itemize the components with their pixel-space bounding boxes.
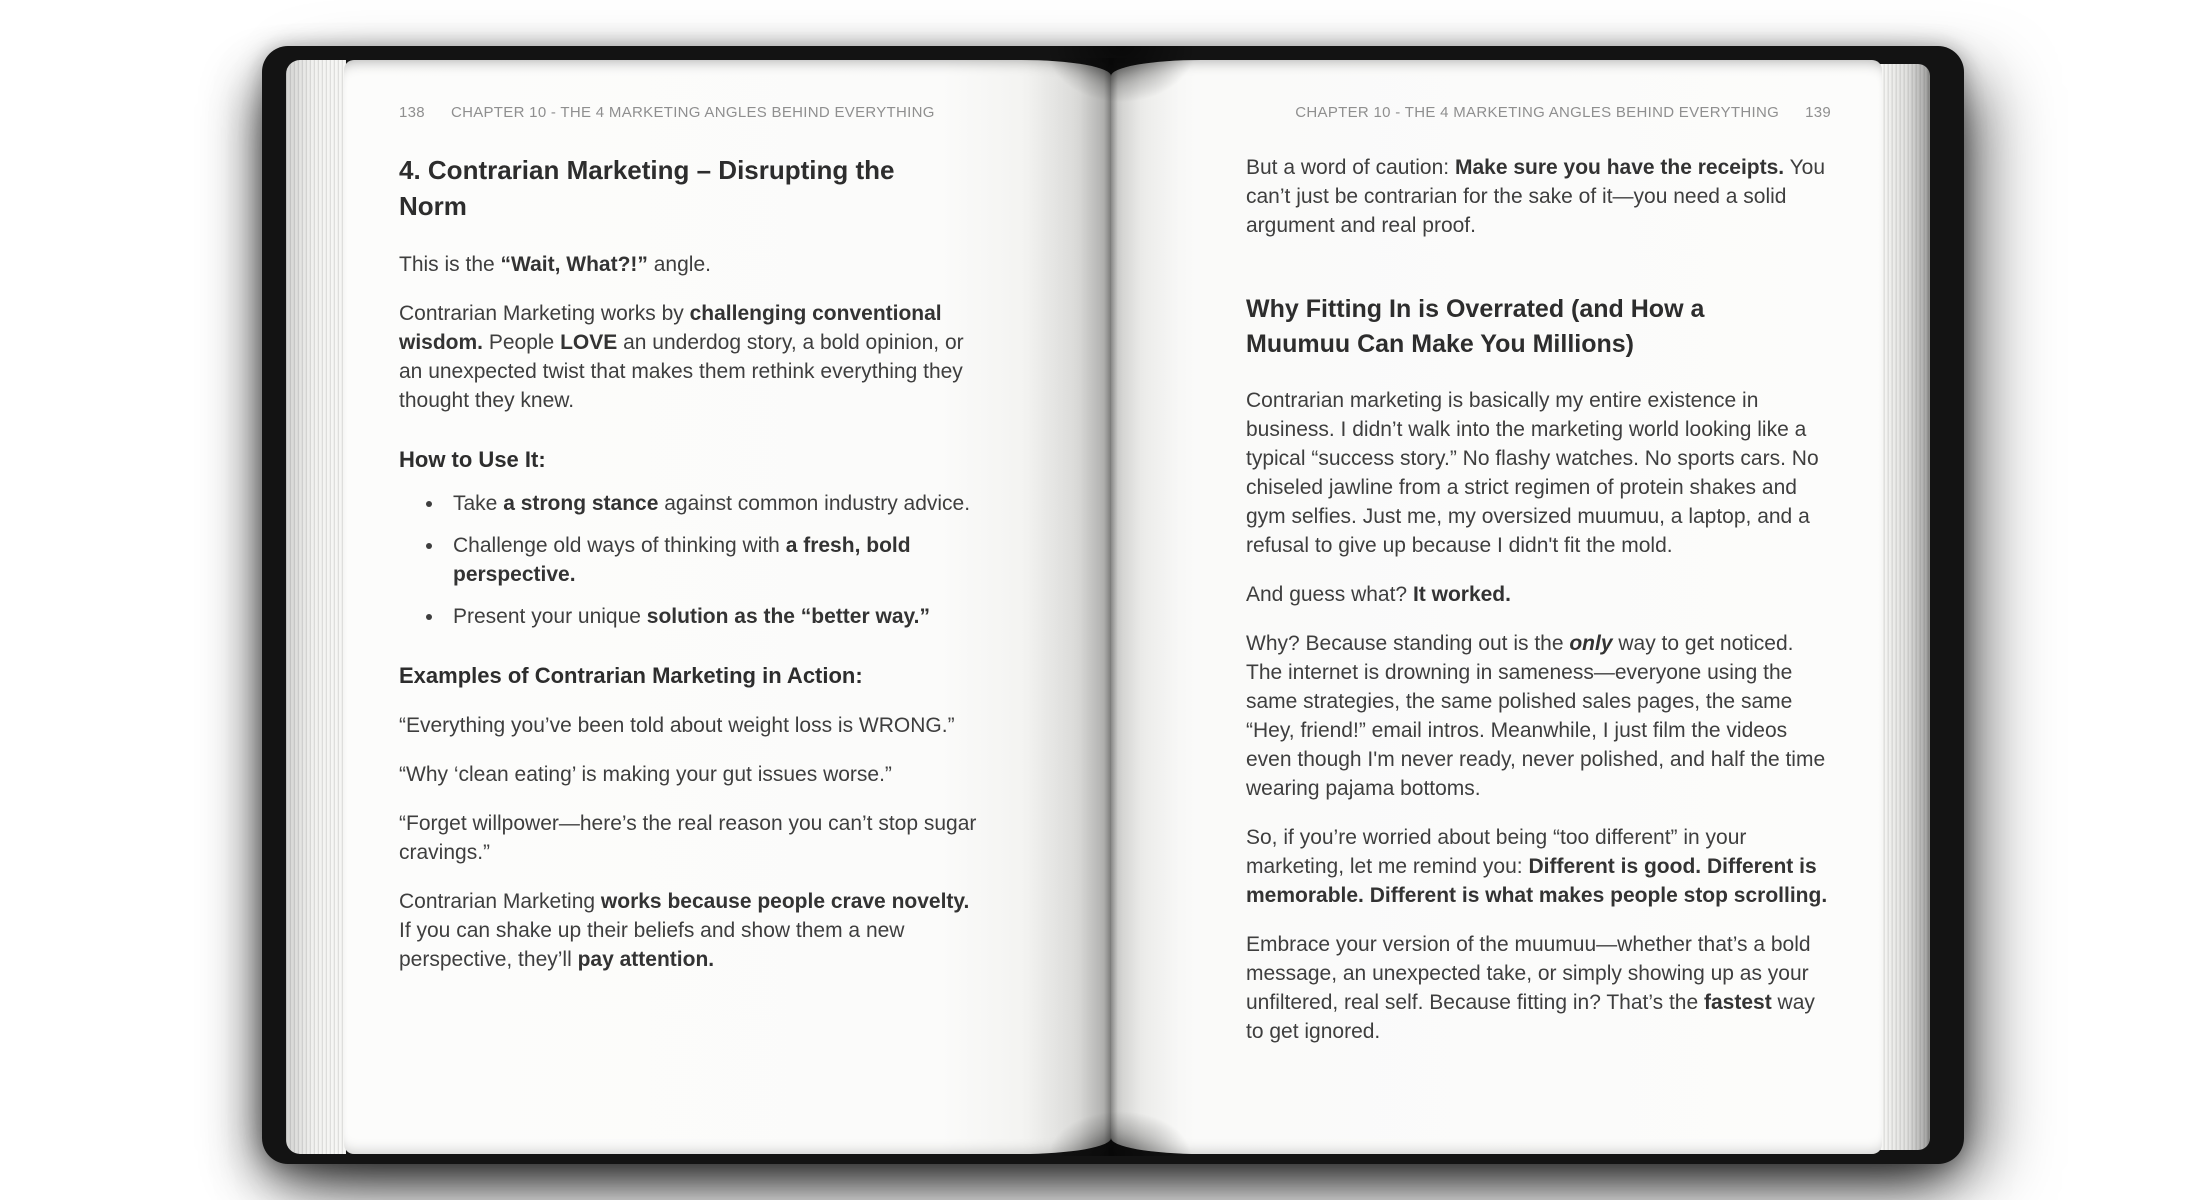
- paragraph: [399, 760, 984, 789]
- text-run: How to Use It:: [399, 447, 546, 472]
- text-run: People: [483, 331, 561, 354]
- right-running-header-text: CHAPTER 10 - THE 4 MARKETING ANGLES BEHIND EVERYTHING: [1295, 104, 1780, 121]
- text-run: Take: [453, 492, 504, 515]
- paragraph: [1246, 580, 1831, 609]
- text-run: “Wait, What?!”: [500, 253, 648, 276]
- text-run: solution as the “better way.”: [646, 605, 930, 628]
- text-run: way to get ignored.: [1246, 991, 1815, 1043]
- text-run: Why? Because standing out is the: [1246, 632, 1570, 655]
- text-run: “Everything you’ve been told about weight loss is WRONG.”: [399, 714, 955, 737]
- text-run: “Forget willpower—here’s the real reason you can’t stop sugar cravings.”: [399, 812, 977, 864]
- text-run: So, if you’re worried about being “too different” in your marketing, let me remind you:: [1246, 826, 1747, 878]
- text-run: Contrarian Marketing works by: [399, 302, 690, 325]
- text-run: If you can shake up their beliefs and show them a new perspective, they’ll: [399, 919, 905, 971]
- left-running-header-text: CHAPTER 10 - THE 4 MARKETING ANGLES BEHIND EVERYTHING: [450, 104, 935, 121]
- paragraph: [399, 809, 984, 867]
- text-run: a fresh, bold perspective.: [453, 534, 911, 586]
- text-run: Why Fitting In is Overrated (and How a: [1246, 295, 1705, 323]
- text-run: Examples of Contrarian Marketing in Action:: [399, 663, 863, 688]
- text-run: challenging conventional wisdom.: [399, 302, 942, 354]
- left-running-header: [399, 104, 984, 122]
- right-page-stack-edge: [1880, 64, 1930, 1150]
- text-run: But a word of caution:: [1246, 156, 1455, 179]
- text-run: Embrace your version of the muumuu—whether that’s a bold message, an unexpected take, or simply showing up as your unfiltered, real self. Because fitting in? That’s the: [1246, 933, 1811, 1014]
- text-run: It worked.: [1412, 583, 1511, 606]
- text-run: LOVE: [560, 331, 618, 354]
- text-run: Muumuu Can Make You Millions): [1246, 330, 1634, 358]
- section-heading: [1246, 292, 1831, 362]
- paragraph: [1246, 823, 1831, 910]
- text-run: Contrarian marketing is basically my entire existence in business. I didn’t walk into the marketing world looking like a typical “success story.” No flashy watches. No sports cars. No chiseled jawline from a strict regimen of protein shakes and gym selfies. Just me, my oversized muumuu, a laptop, and a refusal to give up because I didn't fit the mold.: [1246, 389, 1819, 557]
- text-run: You can’t just be contrarian for the sake of it—you need a solid argument and real proof.: [1246, 156, 1826, 237]
- text-run: pay attention.: [577, 948, 715, 971]
- left-page-number: 138: [399, 104, 425, 121]
- paragraph: [399, 299, 984, 415]
- paragraph: [399, 711, 984, 740]
- text-run: works because people crave novelty.: [600, 890, 970, 913]
- right-page-content: [1246, 138, 1831, 1046]
- chapter-title: [399, 152, 984, 224]
- bullet-item: [445, 531, 984, 589]
- text-run: 4. Contrarian Marketing – Disrupting the: [399, 155, 895, 185]
- text-run: This is the: [399, 253, 501, 276]
- text-run: way to get noticed. The internet is drowning in sameness—everyone using the same strategies, the same polished sales pages, the same “Hey, friend!” email intros. Meanwhile, I just film the videos even though I'm never ready, never polished, and half the time wearing pajama bottoms.: [1246, 632, 1826, 800]
- text-run: “Why ‘clean eating’ is making your gut issues worse.”: [399, 763, 892, 786]
- bullet-item: [445, 602, 984, 631]
- paragraph: [1246, 153, 1831, 240]
- text-run: only: [1569, 632, 1613, 655]
- paragraph: [1246, 629, 1831, 803]
- text-run: against common industry advice.: [658, 492, 971, 515]
- section-heading: [399, 445, 984, 475]
- paragraph: [399, 887, 984, 974]
- text-run: And guess what?: [1246, 583, 1413, 606]
- right-page-number: 139: [1805, 104, 1831, 121]
- text-run: Contrarian Marketing: [399, 890, 601, 913]
- text-run: an underdog story, a bold opinion, or an unexpected twist that makes them rethink everything they thought they knew.: [399, 331, 964, 412]
- paragraph: [399, 250, 984, 279]
- bullet-item: [445, 489, 984, 518]
- text-run: Different is good. Different is memorable. Different is what makes people stop scrolling.: [1246, 855, 1828, 907]
- paragraph: [1246, 386, 1831, 560]
- text-run: fastest: [1704, 991, 1772, 1014]
- text-run: Norm: [399, 191, 467, 221]
- text-run: Present your unique: [453, 605, 647, 628]
- text-run: angle.: [647, 253, 711, 276]
- bullet-list: [399, 489, 984, 631]
- left-page-stack-edge: [286, 60, 346, 1154]
- text-run: a strong stance: [503, 492, 659, 515]
- text-run: Make sure you have the receipts.: [1454, 156, 1785, 179]
- section-heading: [399, 661, 984, 691]
- paragraph: [1246, 930, 1831, 1046]
- right-running-header: [1246, 104, 1831, 122]
- text-run: Challenge old ways of thinking with: [453, 534, 786, 557]
- left-page-content: [399, 138, 984, 974]
